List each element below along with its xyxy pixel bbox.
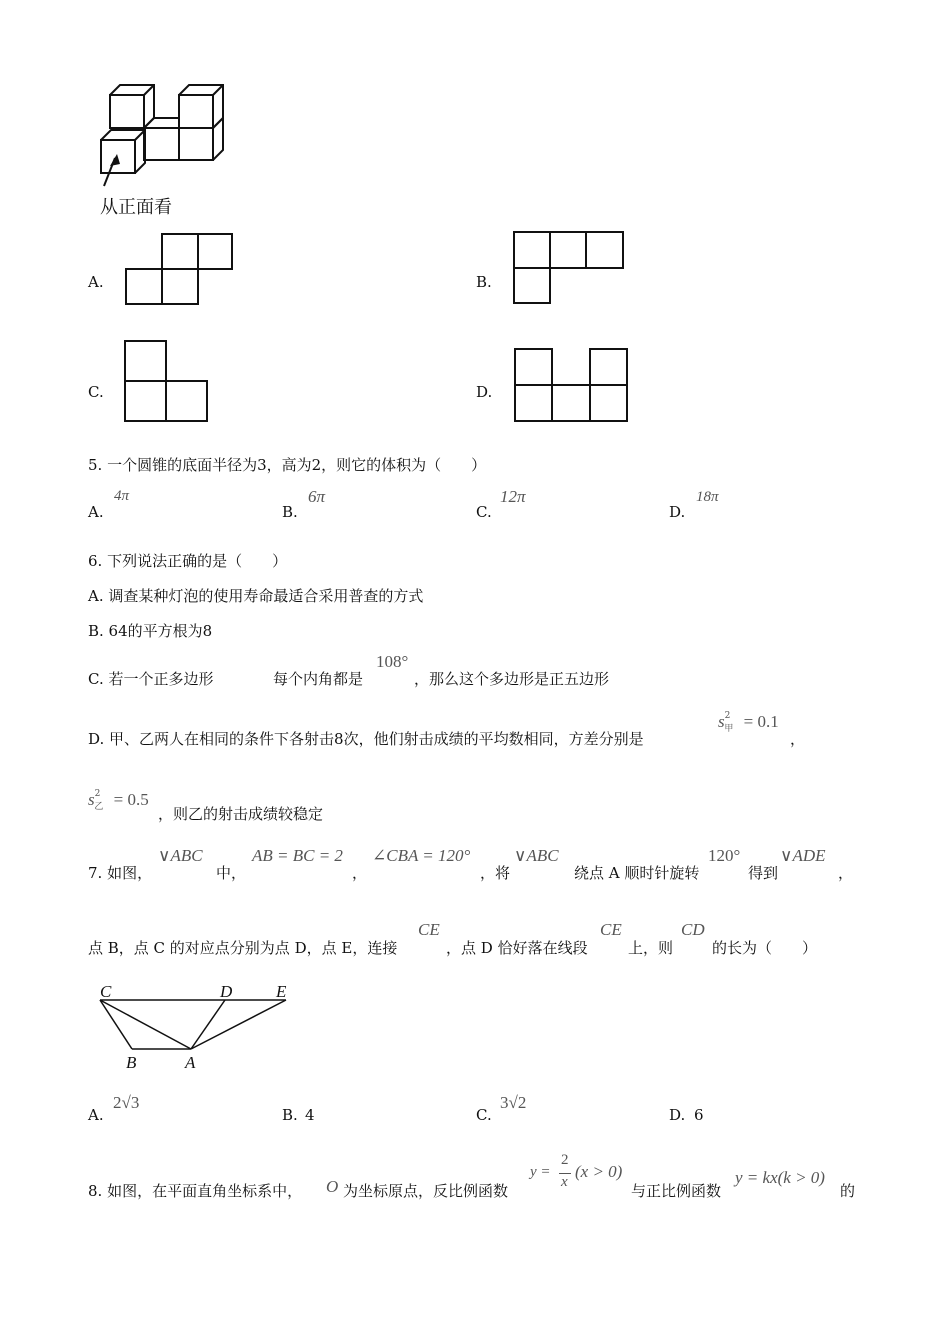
q6-option-a[interactable]: A. 调查某种灯泡的使用寿命最适合采用普查的方式 [88, 587, 424, 605]
q5-option-c-value: 12π [500, 487, 526, 506]
q7-triangle-figure [92, 982, 302, 1072]
q7-l1-m3: ∠CBA = 120° [372, 846, 471, 865]
q7-l1-m5: 120° [708, 846, 741, 865]
q6-option-b[interactable]: B. 64的平方根为8 [88, 622, 213, 640]
q8-a: 8. 如图，在平面直角坐标系中， [88, 1182, 303, 1200]
q7-l1-g: ， [838, 864, 854, 882]
q5-option-d-label[interactable]: D. [669, 503, 686, 521]
q7-l1-c: ， [352, 864, 368, 882]
q7-label-a: A [185, 1053, 196, 1072]
q8-fraction-denominator: x [561, 1174, 568, 1190]
q4-option-a-figure [125, 233, 235, 308]
q5-stem: 5. 一个圆锥的底面半径为3，高为2，则它的体积为（ ） [88, 456, 487, 474]
q6-option-d-comma: ， [790, 730, 806, 748]
q8-fraction-lhs: y = [530, 1164, 551, 1180]
q5-option-a-label[interactable]: A. [88, 503, 104, 521]
q7-l2-m1: CE [418, 920, 440, 939]
q7-l2-d: 的长为（ ） [712, 939, 818, 957]
q4-option-c-figure [124, 340, 214, 425]
q8-d: 的 [840, 1182, 856, 1200]
q7-l2-a: 点 B，点 C 的对应点分别为点 D，点 E，连接 [88, 939, 398, 957]
q4-option-b-figure [513, 231, 628, 306]
cube-stack-figure [95, 78, 235, 193]
q5-option-d-value: 18π [696, 489, 719, 505]
variance-value: = 0.1 [739, 712, 779, 731]
q7-option-d-label[interactable]: D. [669, 1106, 686, 1124]
q4-option-a-label[interactable]: A. [88, 273, 104, 291]
q7-l1-e: 绕点 A 顺时针旋转 [574, 864, 700, 882]
q6-option-d-post: ，则乙的射击成绩较稳定 [158, 805, 324, 823]
q6-option-c-math: 108° [376, 652, 409, 671]
q7-label-c: C [100, 982, 112, 1001]
q7-option-a-label[interactable]: A. [88, 1106, 104, 1124]
q4-option-d-figure [514, 348, 632, 426]
q6-option-c-pre[interactable]: C. 若一个正多边形 [88, 670, 214, 688]
q6-option-c-mid: 每个内角都是 [273, 670, 364, 688]
variance-subscript: 甲 [724, 724, 734, 734]
q8-b: 为坐标原点，反比例函数 [343, 1182, 509, 1200]
q8-fraction-numerator: 2 [561, 1152, 569, 1168]
q6-option-d-math2: $s^2_乙 = 0.5$ [88, 789, 149, 812]
q7-l1-m4: ∨ABC [514, 846, 559, 865]
q7-option-c-label[interactable]: C. [476, 1106, 492, 1124]
q7-l1-d: ，将 [480, 864, 511, 882]
q7-l1-m2: AB = BC = 2 [252, 846, 343, 865]
q7-option-c-value: 3√2 [500, 1093, 527, 1112]
q7-option-a-value: 2√3 [113, 1093, 140, 1112]
q7-l1-m6: ∨ADE [780, 846, 826, 865]
q7-l2-m3: CD [681, 920, 705, 939]
q7-l2-c: 上，则 [628, 939, 674, 957]
q4-option-b-label[interactable]: B. [476, 273, 492, 291]
variance-value: = 0.5 [109, 790, 149, 809]
q8-c: 与正比例函数 [631, 1182, 722, 1200]
q7-l2-b: ，点 D 恰好落在线段 [446, 939, 588, 957]
variance-subscript: 乙 [94, 802, 104, 812]
q7-l2-m2: CE [600, 920, 622, 939]
q7-l1-m1: ∨ABC [158, 846, 203, 865]
variance-symbol: s [718, 712, 725, 731]
q7-l1-a: 7. 如图， [88, 864, 153, 882]
q8-m1: O [326, 1177, 339, 1196]
figure-caption: 从正面看 [100, 197, 172, 218]
q7-option-b-value: 4 [305, 1106, 315, 1124]
q6-option-c-post: ，那么这个多边形是正五边形 [414, 670, 610, 688]
q8-m3: y = kx(k > 0) [735, 1168, 825, 1187]
q6-option-d-math1: $s^2_甲 = 0.1$ [718, 711, 779, 734]
q6-stem: 6. 下列说法正确的是（ ） [88, 552, 288, 570]
q7-l1-b: 中， [216, 864, 247, 882]
q8-fraction-condition: (x > 0) [575, 1162, 623, 1181]
q7-label-b: B [126, 1053, 137, 1072]
q4-option-c-label[interactable]: C. [88, 383, 104, 401]
q7-label-d: D [220, 982, 233, 1001]
variance-symbol: s [88, 790, 95, 809]
q4-option-d-label[interactable]: D. [476, 383, 493, 401]
q7-l1-f: 得到 [748, 864, 779, 882]
q5-option-a-value: 4π [114, 488, 130, 504]
q7-option-b-label[interactable]: B. [282, 1106, 298, 1124]
q5-option-b-value: 6π [308, 487, 326, 506]
q7-label-e: E [276, 982, 287, 1001]
q5-option-b-label[interactable]: B. [282, 503, 298, 521]
q5-option-c-label[interactable]: C. [476, 503, 492, 521]
q7-option-d-value: 6 [694, 1106, 704, 1124]
q6-option-d-pre[interactable]: D. 甲、乙两人在相同的条件下各射击8次，他们射击成绩的平均数相同，方差分别是 [88, 730, 644, 748]
